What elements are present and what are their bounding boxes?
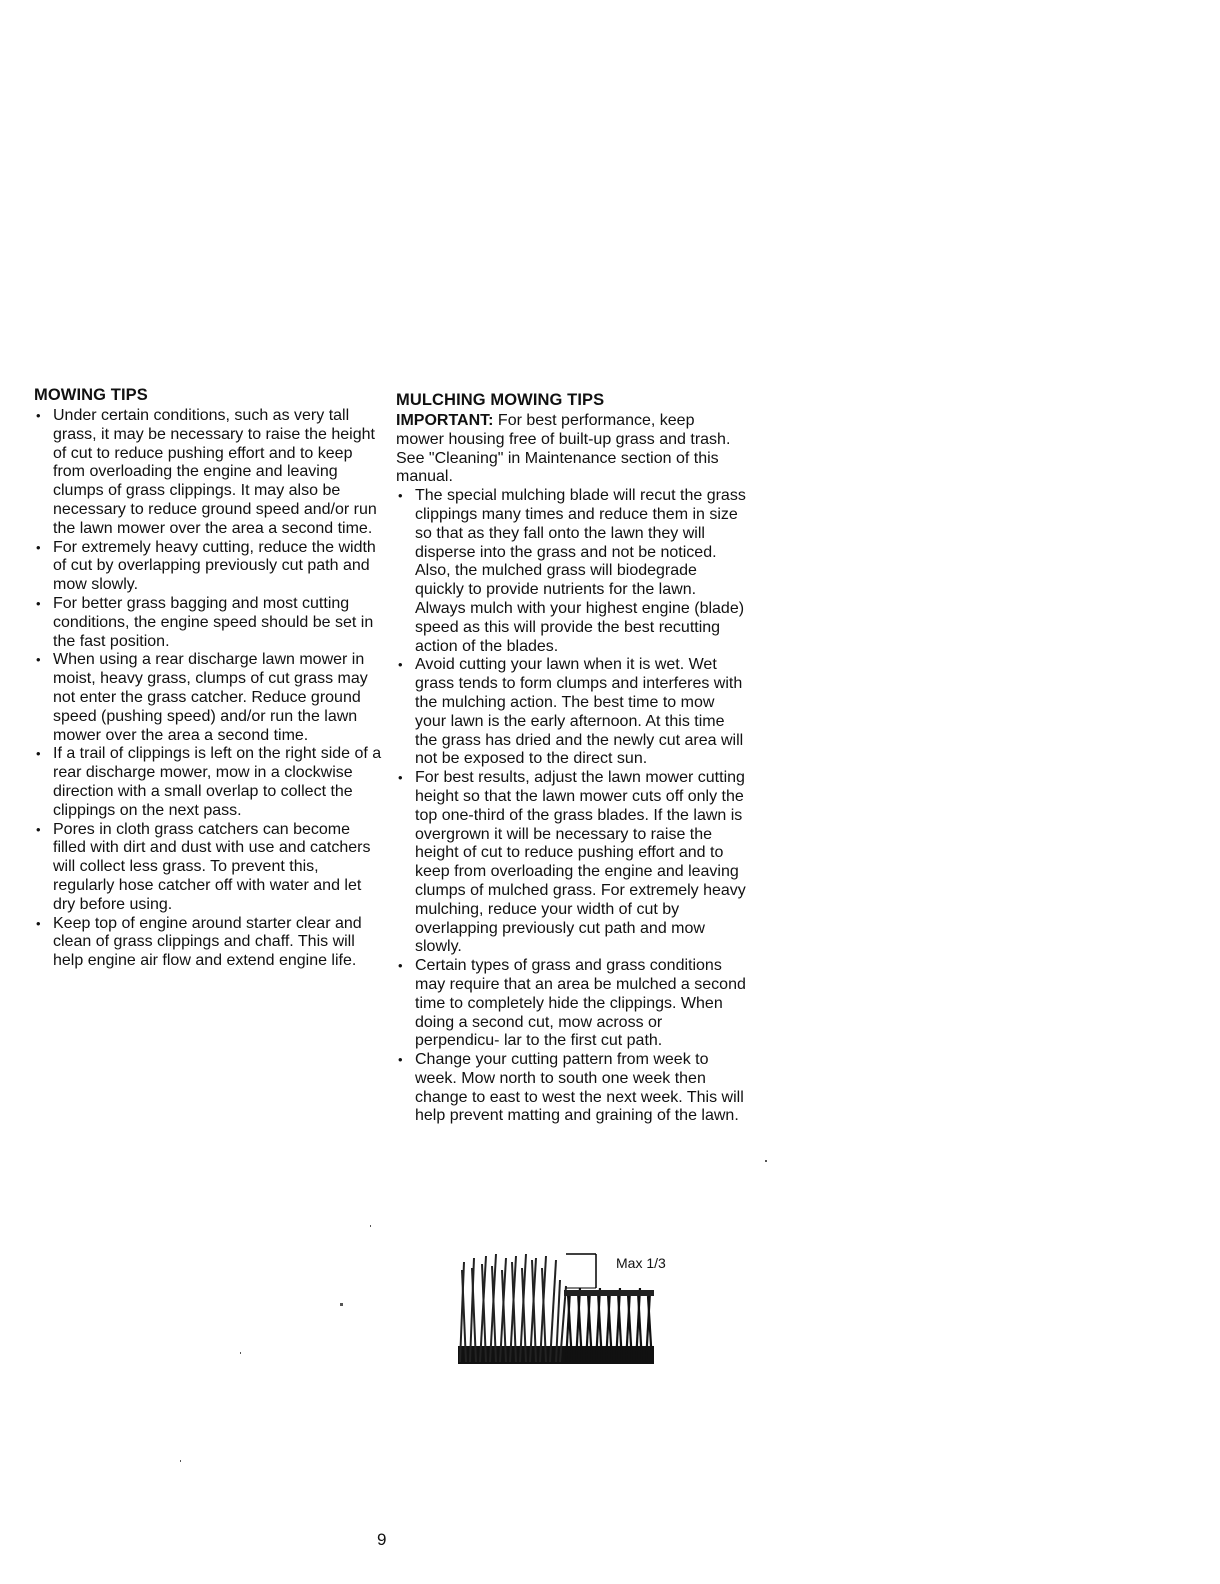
- list-item: • If a trail of clippings is left on the right side of a rear discharge mower, mow in a clockwise direction with a small overlap to collect the clippings on the next pass.: [34, 745, 384, 820]
- scan-speck: [240, 1352, 241, 1354]
- scan-speck: [340, 1303, 343, 1306]
- mulching-tips-heading: MULCHING MOWING TIPS: [396, 391, 605, 409]
- important-text: For best performance, keep mower housing free of built-up grass and trash. See "Cleaning" in Maintenance section of this manual.: [396, 412, 731, 486]
- list-item: • The special mulching blade will recut the grass clippings many times and reduce them in size so that as they fall onto the lawn they will disperse into the grass and not be noticed. Also, the mulched grass will biodegrade quickly to provide nutrients for the lawn. Always mulch with your highest engine (blade) speed as this will provide the best recutting action of the blades.: [396, 487, 746, 656]
- list-item: • Certain types of grass and grass conditions may require that an area be mulched a second time to completely hide the clippings. When doing a second cut, mow across or perpendicu- lar to the first cut path.: [396, 957, 746, 1051]
- list-item: • When using a rear discharge lawn mower in moist, heavy grass, clumps of cut grass may not enter the grass catcher. Reduce ground speed (pushing speed) and/or run the lawn mower over the area a second time.: [34, 651, 384, 745]
- scan-speck: [180, 1460, 181, 1462]
- list-item: • For extremely heavy cutting, reduce the width of cut by overlapping previously cut path and mow slowly.: [34, 539, 384, 595]
- mowing-tips-list: [34, 407, 384, 971]
- list-item: • Change your cutting pattern from week to week. Mow north to south one week then change to east to west the next week. This will help prevent matting and graining of the lawn.: [396, 1051, 746, 1126]
- list-item: • Pores in cloth grass catchers can become filled with dirt and dust with use and catchers will collect less grass. To prevent this, regularly hose catcher off with water and let dry before using.: [34, 821, 384, 915]
- mulching-tips-list: [396, 487, 746, 1126]
- important-label: IMPORTANT:: [396, 412, 494, 429]
- scan-speck: [765, 1160, 767, 1162]
- list-item: • Avoid cutting your lawn when it is wet. Wet grass tends to form clumps and interferes with the mulching action. The best time to mow your lawn is the early afternoon. At this time the grass has dried and the newly cut area will not be exposed to the direct sun.: [396, 656, 746, 769]
- mulching-tips-section: [396, 385, 746, 1126]
- page-number: 9: [377, 1530, 387, 1549]
- list-item: • For better grass bagging and most cutting conditions, the engine speed should be set in the fast position.: [34, 595, 384, 651]
- list-item: • For best results, adjust the lawn mower cutting height so that the lawn mower cuts off only the top one-third of the grass blades. If the lawn is overgrown it will be necessary to raise the height of cut to reduce pushing effort and to keep from overloading the engine and leaving clumps of mulched grass. For extremely heavy mulching, reduce your width of cut by overlapping previously cut path and mow slowly.: [396, 769, 746, 957]
- scan-speck: [370, 1225, 371, 1227]
- list-item: • Keep top of engine around starter clear and clean of grass clippings and chaff. This will help engine air flow and extend engine life.: [34, 915, 384, 971]
- important-note: [396, 412, 746, 487]
- mowing-tips-section: [34, 385, 384, 971]
- mowing-tips-heading: MOWING TIPS: [34, 386, 148, 404]
- list-item: • Under certain conditions, such as very tall grass, it may be necessary to raise the height of cut to reduce pushing effort and to keep from overloading the engine and leaving clumps of grass clippings. It may also be necessary to reduce ground speed and/or run the lawn mower over the area a second time.: [34, 407, 384, 539]
- figure-label: Max 1/3: [616, 1255, 666, 1271]
